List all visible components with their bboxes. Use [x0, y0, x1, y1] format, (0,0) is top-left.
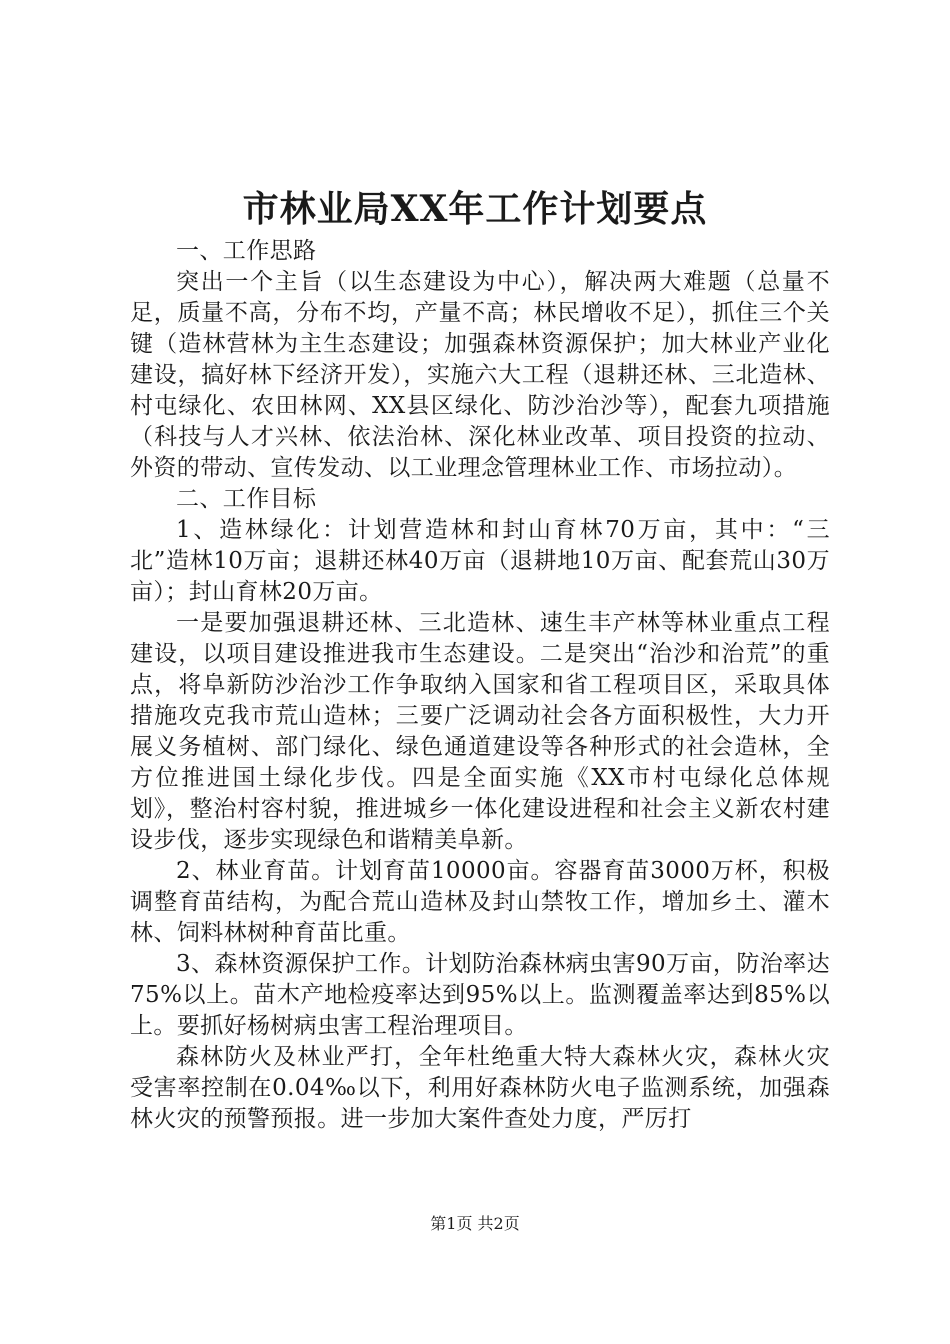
document-body [130, 236, 830, 1135]
paragraph-seedling: 2、林业育苗。计划育苗10000亩。容器育苗3000万杯，积极调整育苗结构，为配合荒山造林及封山禁牧工作，增加乡土、灌木林、饲料林树种育苗比重。 [130, 858, 830, 946]
document-title: 市林业局XX年工作计划要点 [242, 188, 708, 230]
paragraph-fire-prevention: 森林防火及林业严打，全年杜绝重大特大森林火灾，森林火灾受害率控制在0.04‰以下，利用好森林防火电子监测系统，加强森林火灾的预警预报。进一步加大案件查处力度，严厉打 [130, 1044, 830, 1132]
section-heading-1: 一、工作思路 [176, 238, 317, 264]
page-footer: 第1页 共2页 [430, 1214, 520, 1233]
paragraph-afforestation-measures: 一是要加强退耕还林、三北造林、速生丰产林等林业重点工程建设，以项目建设推进我市生态建设。二是突出“治沙和治荒”的重点，将阜新防沙治沙工作争取纳入国家和省工程项目区，采取具体措施攻克我市荒山造林；三要广泛调动社会各方面积极性，大力开展义务植树、部门绿化、绿色通道建设等各种形式的社会造林，全方位推进国土绿化步伐。四是全面实施《XX市村屯绿化总体规划》，整治村容村貌，推进城乡一体化建设进程和社会主义新农村建设步伐，逐步实现绿色和谐精美阜新。 [130, 610, 830, 853]
paragraph-work-approach: 突出一个主旨（以生态建设为中心），解决两大难题（总量不足，质量不高，分布不均，产量不高；林民增收不足），抓住三个关键（造林营林为主生态建设；加强森林资源保护；加大林业产业化建设，搞好林下经济开发），实施六大工程（退耕还林、三北造林、村屯绿化、农田林网、XX县区绿化、防沙治沙等），配套九项措施（科技与人才兴林、依法治林、深化林业改革、项目投资的拉动、外资的带动、宣传发动、以工业理念管理林业工作、市场拉动）。 [130, 269, 830, 481]
paragraph-forest-protection: 3、森林资源保护工作。计划防治森林病虫害90万亩，防治率达75%以上。苗木产地检疫率达到95%以上。监测覆盖率达到85%以上。要抓好杨树病虫害工程治理项目。 [130, 951, 830, 1039]
section-heading-2: 二、工作目标 [176, 486, 317, 512]
paragraph-afforestation-goal: 1、造林绿化：计划营造林和封山育林70万亩，其中：“三北”造林10万亩；退耕还林40万亩（退耕地10万亩、配套荒山30万亩）；封山育林20万亩。 [130, 517, 830, 605]
